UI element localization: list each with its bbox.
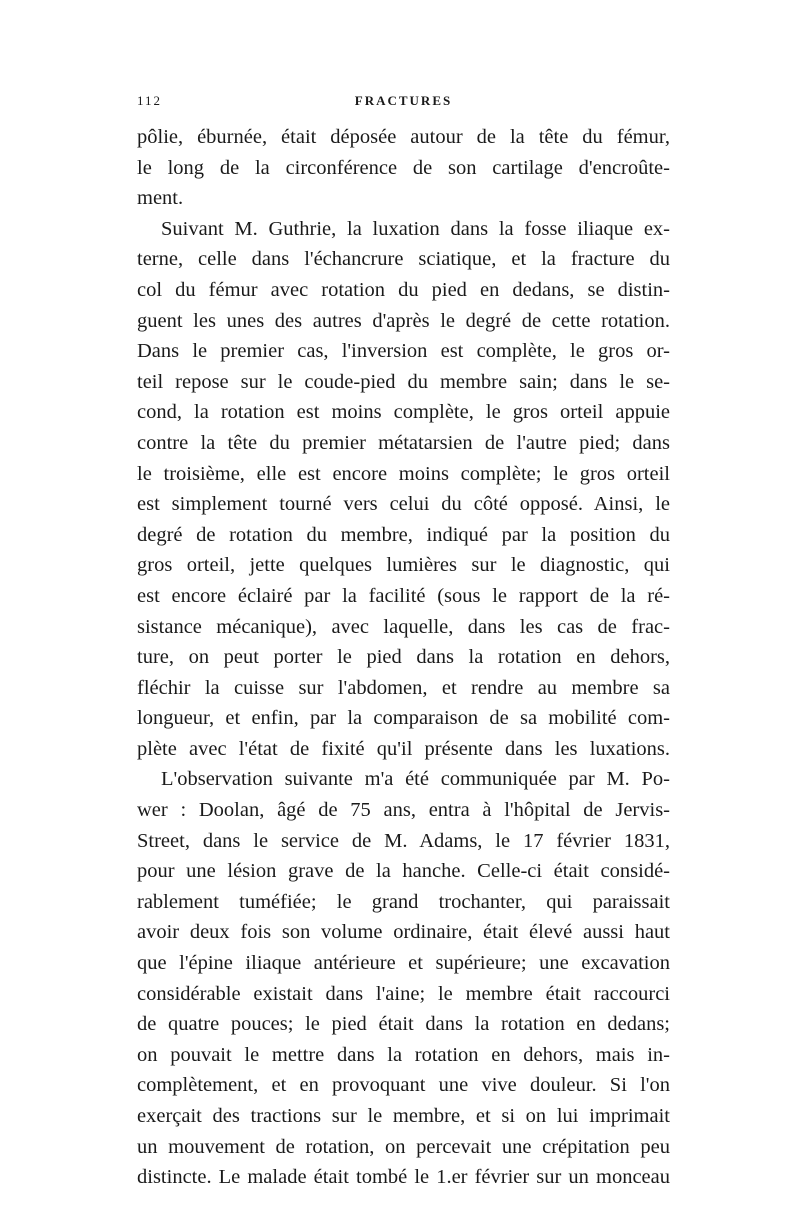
paragraph-start-line: L'observation suivante m'a été communiquée par M. Po- — [161, 768, 670, 791]
text-line: wer : Doolan, âgé de 75 ans, entra à l'hôpital de Jervis- — [137, 799, 670, 822]
text-line: rablement tuméfiée; le grand trochanter, qui paraissait — [137, 890, 670, 913]
text-line: longueur, et enfin, par la comparaison de sa mobilité com- — [137, 707, 670, 730]
text-line: Dans le premier cas, l'inversion est complète, le gros or- — [137, 340, 670, 363]
text-line: avoir deux fois son volume ordinaire, était élevé aussi haut — [137, 921, 670, 944]
text-line: pour une lésion grave de la hanche. Celle-ci était considé- — [137, 860, 670, 883]
text-line: de quatre pouces; le pied était dans la rotation en dedans; — [137, 1013, 670, 1036]
text-line: plète avec l'état de fixité qu'il présente dans les luxations. — [137, 737, 670, 760]
text-line: Street, dans le service de M. Adams, le 17 février 1831, — [137, 829, 670, 852]
text-line: distincte. Le malade était tombé le 1.er février sur un monceau — [137, 1166, 670, 1189]
text-line: col du fémur avec rotation du pied en dedans, se distin- — [137, 278, 670, 301]
text-line: exerçait des tractions sur le membre, et si on lui imprimait — [137, 1105, 670, 1127]
text-line: sistance mécanique), avec laquelle, dans les cas de frac- — [137, 615, 670, 638]
text-line: gros orteil, jette quelques lumières sur le diagnostic, qui — [137, 554, 670, 577]
text-line: que l'épine iliaque antérieure et supérieure; une excavation — [137, 952, 670, 975]
text-line: est encore éclairé par la facilité (sous le rapport de la ré- — [137, 584, 670, 607]
running-head — [137, 93, 670, 113]
text-line: considérable existait dans l'aine; le membre était raccourci — [137, 982, 670, 1005]
text-line: degré de rotation du membre, indiqué par la position du — [137, 523, 670, 546]
text-line: un mouvement de rotation, on percevait une crépitation peu — [137, 1135, 670, 1158]
text-line: cond, la rotation est moins complète, le gros orteil appuie — [137, 401, 670, 424]
text-line: ment. — [137, 187, 184, 210]
paragraph-start-line: Suivant M. Guthrie, la luxation dans la fosse iliaque ex- — [161, 217, 670, 240]
text-line: le long de la circonférence de son cartilage d'encroûte- — [137, 156, 670, 179]
text-line: complètement, et en provoquant une vive douleur. Si l'on — [137, 1074, 670, 1097]
text-line: contre la tête du premier métatarsien de l'autre pied; dans — [137, 431, 670, 454]
text-line: teil repose sur le coude-pied du membre sain; dans le se- — [137, 370, 670, 393]
body-text — [137, 122, 670, 1193]
running-title: FRACTURES — [354, 93, 453, 108]
text-line: on pouvait le mettre dans la rotation en dehors, mais in- — [137, 1043, 670, 1066]
page-number: 112 — [137, 93, 163, 108]
text-line: pôlie, éburnée, était déposée autour de la tête du fémur, — [137, 126, 670, 148]
text-line: guent les unes des autres d'après le degré de cette rotation. — [137, 309, 670, 332]
text-line: le troisième, elle est encore moins complète; le gros orteil — [137, 462, 670, 485]
text-line: est simplement tourné vers celui du côté opposé. Ainsi, le — [137, 493, 670, 516]
text-line: ture, on peut porter le pied dans la rotation en dehors, — [137, 646, 670, 669]
text-line: terne, celle dans l'échancrure sciatique, et la fracture du — [137, 248, 670, 271]
text-line: fléchir la cuisse sur l'abdomen, et rendre au membre sa — [137, 676, 670, 699]
